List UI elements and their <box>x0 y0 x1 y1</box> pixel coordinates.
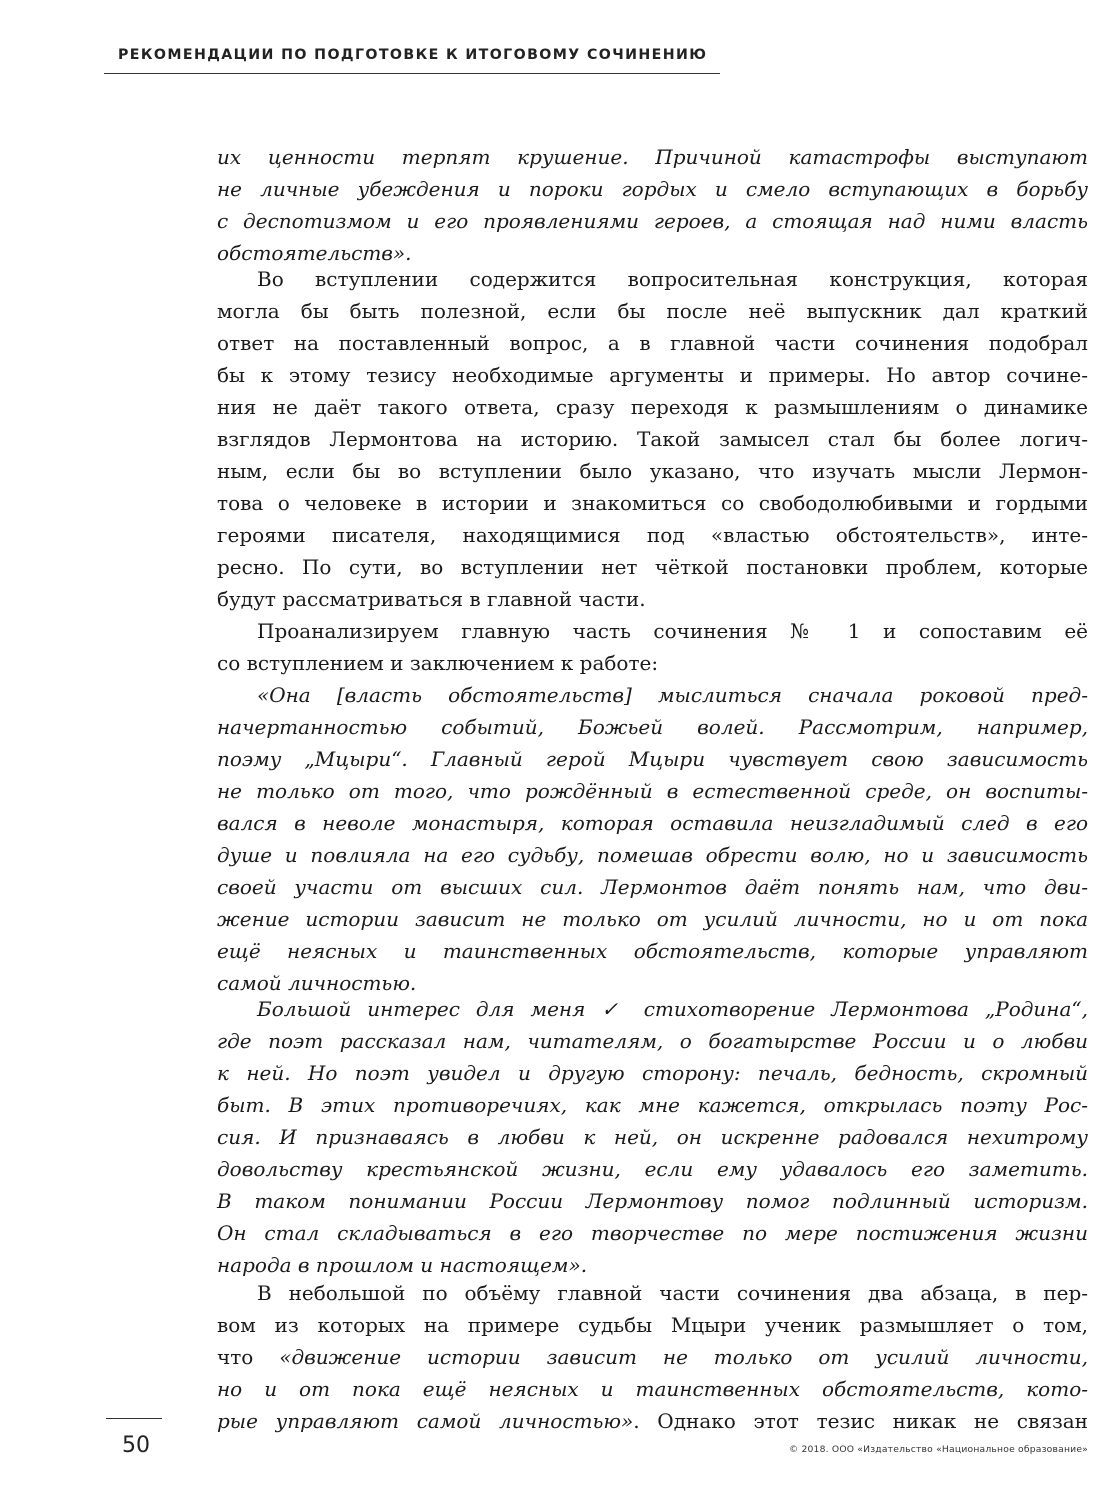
text-line: Большой интерес для меня ✓ стихотворение Лермонтова „Родина“, <box>257 997 1088 1021</box>
text-line: душе и повлияла на его судьбу, помешав обрести волю, но и зависимость <box>217 843 1088 867</box>
text-line: ответ на поставленный вопрос, а в главной части сочинения подобрал <box>217 331 1088 355</box>
text-line: их ценности терпят крушение. Причиной катастрофы выступают <box>217 145 1088 169</box>
text-line: к ней. Но поэт увидел и другую сторону: печаль, бедность, скромный <box>217 1061 1088 1085</box>
text-line: героями писателя, находящимися под «властью обстоятельств», инте- <box>217 523 1088 547</box>
text-line: быт. В этих противоречиях, как мне кажется, открылась поэту Рос- <box>217 1093 1088 1117</box>
text-line: това о человеке в истории и знакомиться со свободолюбивыми и гордыми <box>217 491 1088 515</box>
text-line: не только от того, что рождённый в естественной среде, он воспиты- <box>217 779 1088 803</box>
text-line: самой личностью. <box>217 971 417 995</box>
text-line: могла бы быть полезной, если бы после неё выпускник дал краткий <box>217 299 1088 323</box>
text-line: взглядов Лермонтова на историю. Такой замысел стал бы более логич- <box>217 427 1088 451</box>
text-line: со вступлением и заключением к работе: <box>217 651 659 675</box>
text-line: вался в неволе монастыря, которая оставила неизгладимый след в его <box>217 811 1088 835</box>
text-line: бы к этому тезису необходимые аргументы и примеры. Но автор сочине- <box>217 363 1088 387</box>
text-line: сия. И признаваясь в любви к ней, он искренне радовался нехитрому <box>217 1125 1088 1149</box>
text-line: В небольшой по объёму главной части сочинения два абзаца, в пер- <box>257 1281 1088 1305</box>
text-line: будут рассматриваться в главной части. <box>217 587 646 611</box>
text-line: «Она [власть обстоятельств] мыслиться сначала роковой пред- <box>257 683 1088 707</box>
text-line: поэму „Мцыри“. Главный герой Мцыри чувствует свою зависимость <box>217 747 1088 771</box>
text-line: вом из которых на примере судьбы Мцыри ученик размышляет о том, <box>217 1313 1088 1337</box>
text-line: но и от пока ещё неясных и таинственных обстоятельств, кото- <box>217 1377 1088 1401</box>
header-divider <box>104 73 720 74</box>
running-header: РЕКОМЕНДАЦИИ ПО ПОДГОТОВКЕ К ИТОГОВОМУ СОЧИНЕНИЮ <box>118 47 708 63</box>
text-line: обстоятельств». <box>217 241 412 265</box>
text-line: довольству крестьянской жизни, если ему удавалось его заметить. <box>217 1157 1088 1181</box>
text-line: не личные убеждения и пороки гордых и смело вступающих в борьбу <box>217 177 1088 201</box>
text-line: ресно. По сути, во вступлении нет чёткой постановки проблем, которые <box>217 555 1088 579</box>
text-line: своей участи от высших сил. Лермонтов даёт понять нам, что дви- <box>217 875 1088 899</box>
text-line: с деспотизмом и его проявлениями героев, а стоящая над ними власть <box>217 209 1088 233</box>
text-line: рые управляют самой личностью». Однако этот тезис никак не связан <box>217 1409 1088 1433</box>
text-line: начертанностью событий, Божьей волей. Рассмотрим, например, <box>217 715 1088 739</box>
text-line: В таком понимании России Лермонтову помог подлинный историзм. <box>217 1189 1088 1213</box>
copyright-notice: © 2018. ООО «Издательство «Национальное образование» <box>788 1444 1088 1455</box>
text-line: что «движение истории зависит не только от усилий личности, <box>217 1345 1088 1369</box>
text-line: Во вступлении содержится вопросительная конструкция, которая <box>257 267 1088 291</box>
text-line: ещё неясных и таинственных обстоятельств, которые управляют <box>217 939 1088 963</box>
text-line: жение истории зависит не только от усилий личности, но и от пока <box>217 907 1088 931</box>
text-line: ным, если бы во вступлении было указано, что изучать мысли Лермон- <box>217 459 1088 483</box>
text-line: Он стал складываться в его творчестве по мере постижения жизни <box>217 1221 1088 1245</box>
footer-divider <box>106 1418 162 1419</box>
page-number: 50 <box>122 1433 150 1458</box>
text-line: где поэт рассказал нам, читателям, о богатырстве России и о любви <box>217 1029 1088 1053</box>
text-line: народа в прошлом и настоящем». <box>217 1253 588 1277</box>
text-line: Проанализируем главную часть сочинения № 1 и сопоставим её <box>257 619 1088 643</box>
text-line: ния не даёт такого ответа, сразу переходя к размышлениям о динамике <box>217 395 1088 419</box>
